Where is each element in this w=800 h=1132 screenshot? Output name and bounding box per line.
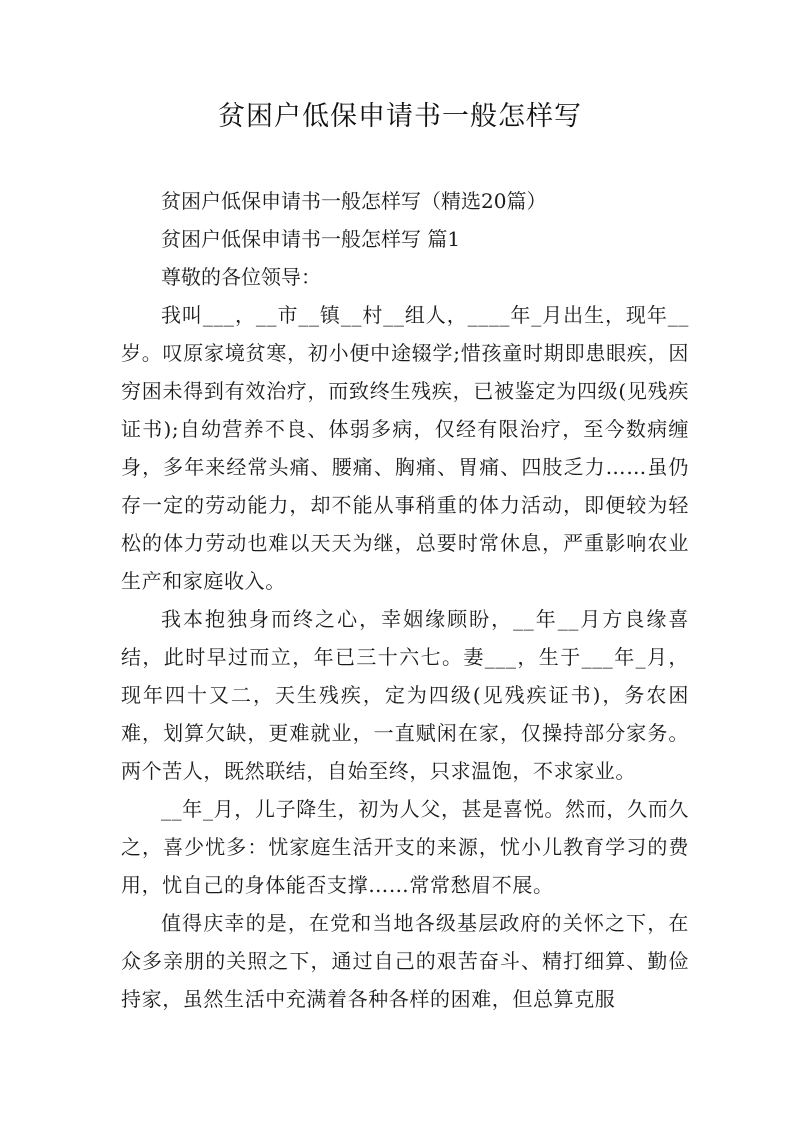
salutation: 尊敬的各位领导：: [161, 265, 321, 289]
section-heading: 贫困户低保申请书一般怎样写 篇1: [161, 227, 461, 251]
paragraph-4: 值得庆幸的是，在党和当地各级基层政府的关怀之下，在众多亲朋的关照之下，通过自己的艰苦奋斗、精打细算、勤俭持家，虽然生活中充满着各种各样的困难，但总算克服: [121, 911, 689, 1011]
document-body: [121, 182, 689, 1018]
paragraph-2: 我本抱独身而终之心，幸姻缘顾盼，__年__月方良缘喜结，此时早过而立，年已三十六七。妻___，生于___年_月，现年四十又二，天生残疾，定为四级(见残疾证书)，务农困难，划算欠缺，更难就业，一直赋闲在家，仅操持部分家务。两个苦人，既然联结，自始至终，只求温饱，不求家业。: [121, 607, 689, 783]
document-subtitle: 贫困户低保申请书一般怎样写（精选20篇）: [161, 189, 547, 213]
paragraph-3: __年_月，儿子降生，初为人父，甚是喜悦。然而，久而久之，喜少忧多：忧家庭生活开支的来源，忧小儿教育学习的费用，忧自己的身体能否支撑……常常愁眉不展。: [121, 797, 689, 897]
document-title: 贫困户低保申请书一般怎样写: [218, 101, 582, 132]
paragraph-1: 我叫___，__市__镇__村__组人，____年_月出生，现年__岁。叹原家境贫寒，初小便中途辍学;惜孩童时期即患眼疾，因穷困未得到有效治疗，而致终生残疾，已被鉴定为四级(见残疾证书);自幼营养不良、体弱多病，仅经有限治疗，至今数病缠身，多年来经常头痛、腰痛、胸痛、胃痛、四肢乏力……虽仍存一定的劳动能力，却不能从事稍重的体力活动，即便较为轻松的体力劳动也难以天天为继，总要时常休息，严重影响农业生产和家庭收入。: [121, 303, 689, 593]
